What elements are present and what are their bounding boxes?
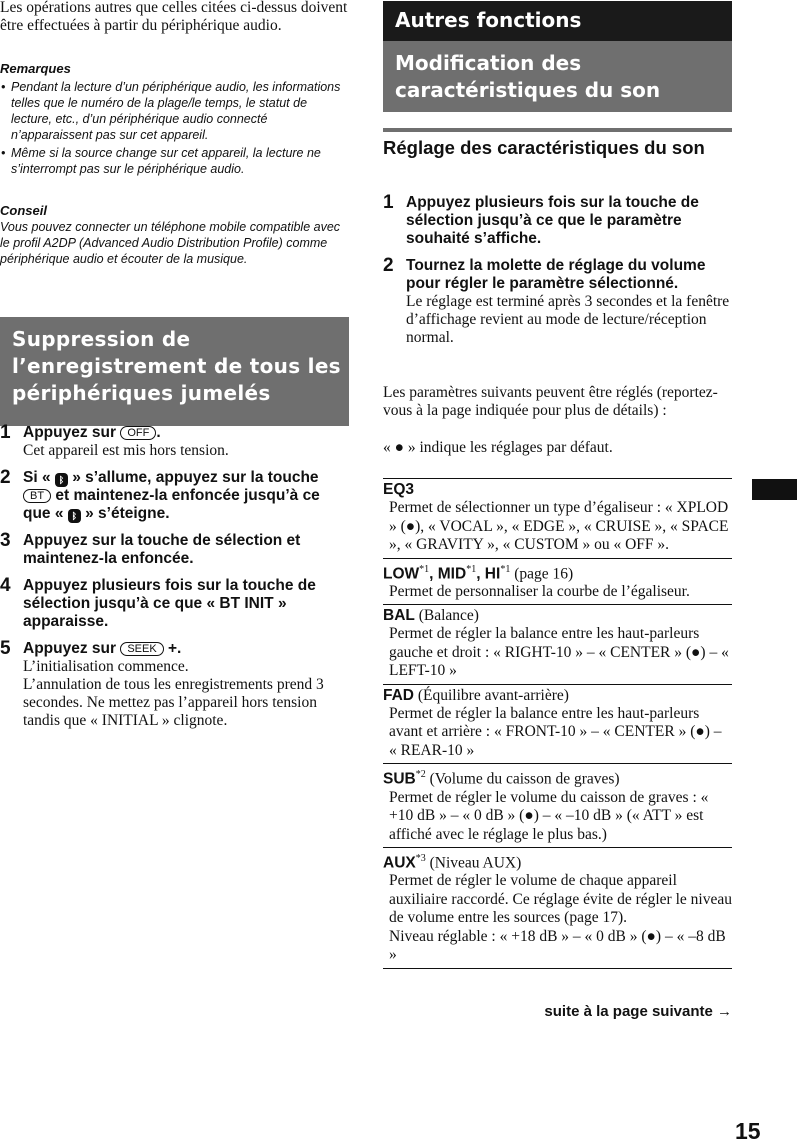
params-list (383, 478, 732, 969)
param-name: SUB (383, 770, 416, 788)
step-2 (383, 257, 732, 347)
step-text: » s’allume, appuyez sur la touche (67, 469, 319, 486)
param-desc: Permet de régler le volume de chaque appareil auxiliaire raccordé. Ce réglage évite de régler le niveau de volume entre les sources (page 17). (389, 872, 732, 927)
remarks-block (0, 61, 349, 177)
banner-title: Suppression de l’enregistrement de tous les périphériques jumelés (12, 327, 341, 405)
section-divider (383, 128, 732, 132)
step-text: Tournez la molette de réglage du volume pour régler le paramètre sélectionné. (406, 257, 706, 292)
steps-list (383, 194, 732, 347)
param-desc: Permet de régler la balance entre les haut-parleurs gauche et droit : « RIGHT-10 » – « CENTER » (●) – « LEFT-10 » (389, 625, 729, 680)
off-key-icon: OFF (120, 426, 156, 440)
param-extra: (Niveau AUX) (425, 854, 522, 872)
footnote-mark: *1 (419, 563, 430, 575)
section-banner (383, 41, 732, 112)
step-text: Appuyez plusieurs fois sur la touche de sélection jusqu’à ce que « BT INIT » apparaisse. (23, 577, 316, 630)
step-3 (0, 532, 349, 568)
step-number: 1 (0, 422, 11, 443)
footnote-mark: *1 (500, 563, 511, 575)
footnote-mark: *1 (466, 563, 477, 575)
param-extra: (Équilibre avant-arrière) (414, 686, 569, 704)
param-desc: Niveau réglable : « +18 dB » – « 0 dB » (●) – « –8 dB » (389, 927, 726, 964)
seek-key-icon: SEEK (120, 642, 163, 656)
bt-key-icon: BT (23, 489, 51, 503)
param-name: FAD (383, 686, 414, 704)
param-aux (383, 848, 732, 969)
param-extra: (Balance) (414, 607, 479, 625)
param-name: , MID (429, 564, 467, 582)
params-intro: Les paramètres suivants peuvent être réglés (reportez-vous à la page indiquée pour plus de détails) : (383, 384, 718, 419)
step-number: 1 (383, 192, 394, 213)
param-extra: (page 16) (510, 564, 574, 582)
remark-item: • Même si la source change sur cet appareil, la lecture ne s’interrompt pas sur le périphérique audio. (0, 145, 349, 177)
param-desc: Permet de personnaliser la courbe de l’égaliseur. (389, 582, 690, 600)
step-4 (0, 577, 349, 631)
steps-list (0, 424, 349, 730)
param-fad (383, 685, 732, 765)
param-name: EQ3 (383, 481, 415, 498)
section-title: Réglage des caractéristiques du son (383, 137, 705, 158)
step-text: Appuyez sur (23, 640, 121, 657)
step-number: 2 (0, 467, 11, 488)
step-text: +. (163, 640, 182, 657)
default-note: « ● » indique les réglages par défaut. (383, 439, 613, 456)
param-extra: (Volume du caisson de graves) (425, 770, 620, 788)
step-5 (0, 640, 349, 730)
step-2 (0, 469, 349, 523)
step-body: L’annulation de tous les enregistrements prend 3 secondes. Ne mettez pas l’appareil hors tension tandis que « INITIAL » clignote. (23, 676, 324, 729)
tip-block (0, 203, 349, 267)
param-name: LOW (383, 564, 420, 582)
intro-paragraph: Les opérations autres que celles citées ci-dessus doivent être effectuées à partir du périphérique audio. (0, 0, 348, 34)
chapter-tab-marker (752, 479, 797, 500)
step-body: Le réglage est terminé après 3 secondes et la fenêtre d’affichage revient au mode de lecture/réception normal. (406, 293, 730, 346)
chapter-title: Autres fonctions (395, 8, 582, 32)
step-number: 2 (383, 255, 394, 276)
step-number: 4 (0, 575, 11, 596)
step-number: 3 (0, 530, 11, 551)
page-number: 15 (735, 1118, 761, 1144)
step-1 (0, 424, 349, 460)
tip-text: Vous pouvez connecter un téléphone mobile compatible avec le profil A2DP (Advanced Audio Distribution Profile) comme périphérique audio et écouter de la musique. (0, 220, 341, 266)
chapter-banner (383, 1, 732, 41)
param-desc: Permet de régler le volume du caisson de graves : « +10 dB » – « 0 dB » (●) – « –10 dB » (« ATT » est affiché avec le réglage le plus bas.) (389, 788, 709, 843)
param-name: AUX (383, 854, 416, 872)
banner-title: Modification des caractéristiques du son (395, 51, 661, 102)
remark-item: • Pendant la lecture d’un périphérique audio, les informations telles que le numéro de la plage/le temps, le statut de lecture, etc., d’un périphérique audio connecté n’apparaissent pas sur cet appareil. (0, 79, 349, 143)
param-desc: Permet de régler la balance entre les haut-parleurs avant et arrière : « FRONT-10 » – « CENTER » (●) – « REAR-10 » (389, 704, 722, 759)
remarks-title: Remarques (0, 61, 71, 76)
step-1 (383, 194, 732, 248)
param-name: BAL (383, 607, 415, 625)
footnote-mark: *3 (415, 853, 426, 865)
footnote-mark: *2 (415, 769, 426, 781)
step-text: . (156, 424, 161, 441)
step-text: et maintenez-la enfoncée jusqu’à ce que « (23, 487, 320, 522)
param-name: , HI (476, 564, 501, 582)
step-body: L’initialisation commence. (23, 658, 189, 675)
step-text: Appuyez sur (23, 424, 121, 441)
bluetooth-icon: ᛒ (68, 509, 81, 523)
step-text: Si « (23, 469, 55, 486)
param-desc: Permet de sélectionner un type d’égaliseur : « XPLOD » (●), « VOCAL », « EDGE », « CRUISE », « SPACE », « GRAVITY », « CUSTOM » ou « OFF ». (389, 499, 729, 553)
step-body: Cet appareil est mis hors tension. (23, 442, 229, 459)
tip-title: Conseil (0, 203, 47, 218)
continued-note: suite à la page suivante → (544, 1003, 732, 1020)
param-eq3 (383, 479, 732, 559)
param-sub (383, 764, 732, 848)
param-low-mid-hi (383, 559, 732, 606)
step-number: 5 (0, 638, 11, 659)
step-text: Appuyez plusieurs fois sur la touche de sélection jusqu’à ce que le paramètre souhaité s’affiche. (406, 194, 699, 247)
step-text: » s’éteigne. (80, 505, 170, 522)
step-text: Appuyez sur la touche de sélection et maintenez-la enfoncée. (23, 532, 301, 567)
param-bal (383, 605, 732, 685)
bluetooth-icon: ᛒ (55, 473, 68, 487)
section-banner (0, 317, 349, 426)
